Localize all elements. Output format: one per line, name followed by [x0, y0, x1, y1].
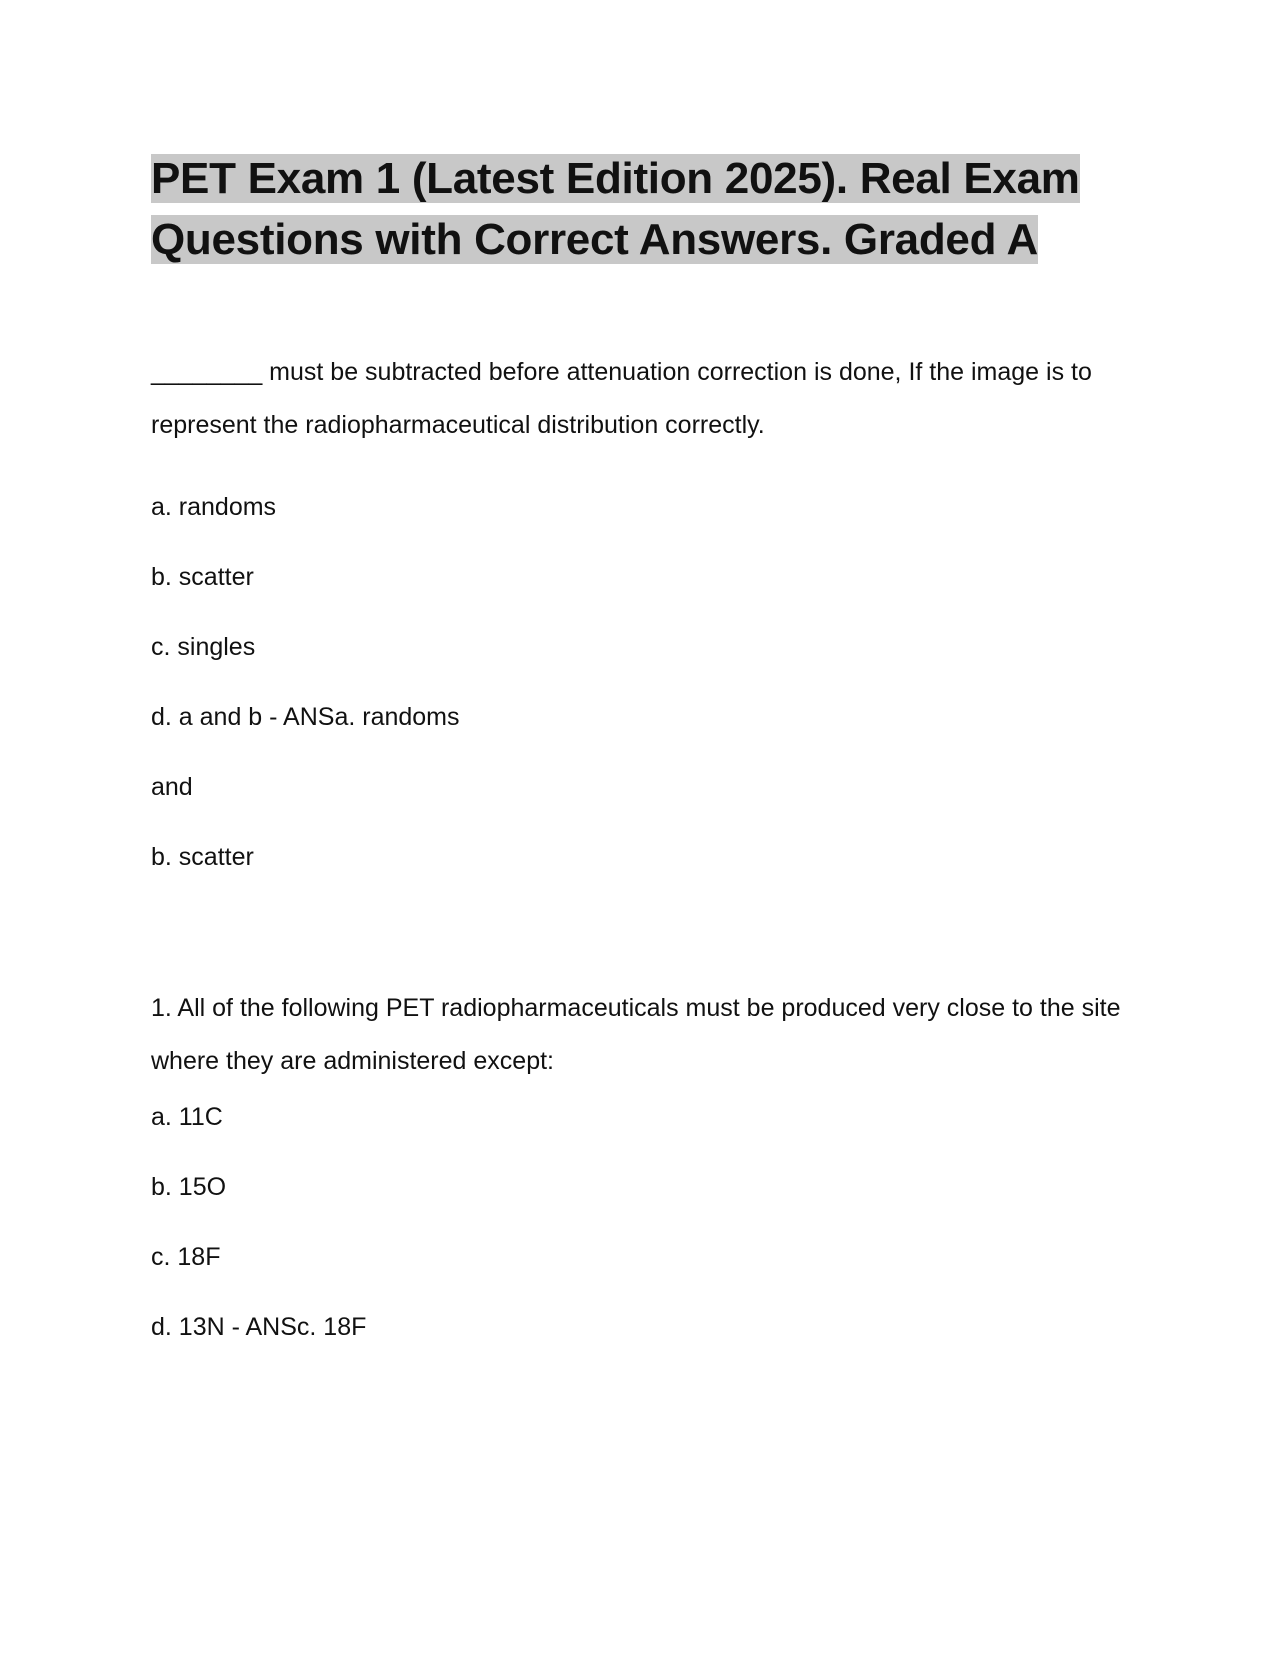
- document-page: [151, 148, 1131, 1342]
- question-1-option-c: c. singles: [151, 633, 256, 661]
- question-1-text: ________ must be subtracted before attenuation correction is done, If the image is to represent the radiopharmaceutical distribution correctly.: [151, 358, 1092, 439]
- question-1-option-d-answer: d. a and b - ANSa. randoms: [151, 703, 460, 731]
- question-2-option-d-answer: d. 13N - ANSc. 18F: [151, 1313, 367, 1341]
- question-1-answer-and: and: [151, 773, 193, 801]
- title-highlight: PET Exam 1 (Latest Edition 2025). Real Exam Questions with Correct Answers. Graded A: [151, 154, 1080, 264]
- document-title: [151, 148, 1131, 270]
- question-2-option-a: a. 11C: [151, 1103, 223, 1131]
- question-1-option-a: a. randoms: [151, 493, 277, 521]
- question-2-option-b: b. 15O: [151, 1173, 227, 1201]
- question-1-answer-b: b. scatter: [151, 843, 254, 871]
- question-1-option-b: b. scatter: [151, 563, 254, 591]
- question-2-text: 1. All of the following PET radiopharmaceuticals must be produced very close to the site where they are administered except:: [151, 994, 1121, 1075]
- question-2-option-c: c. 18F: [151, 1243, 221, 1271]
